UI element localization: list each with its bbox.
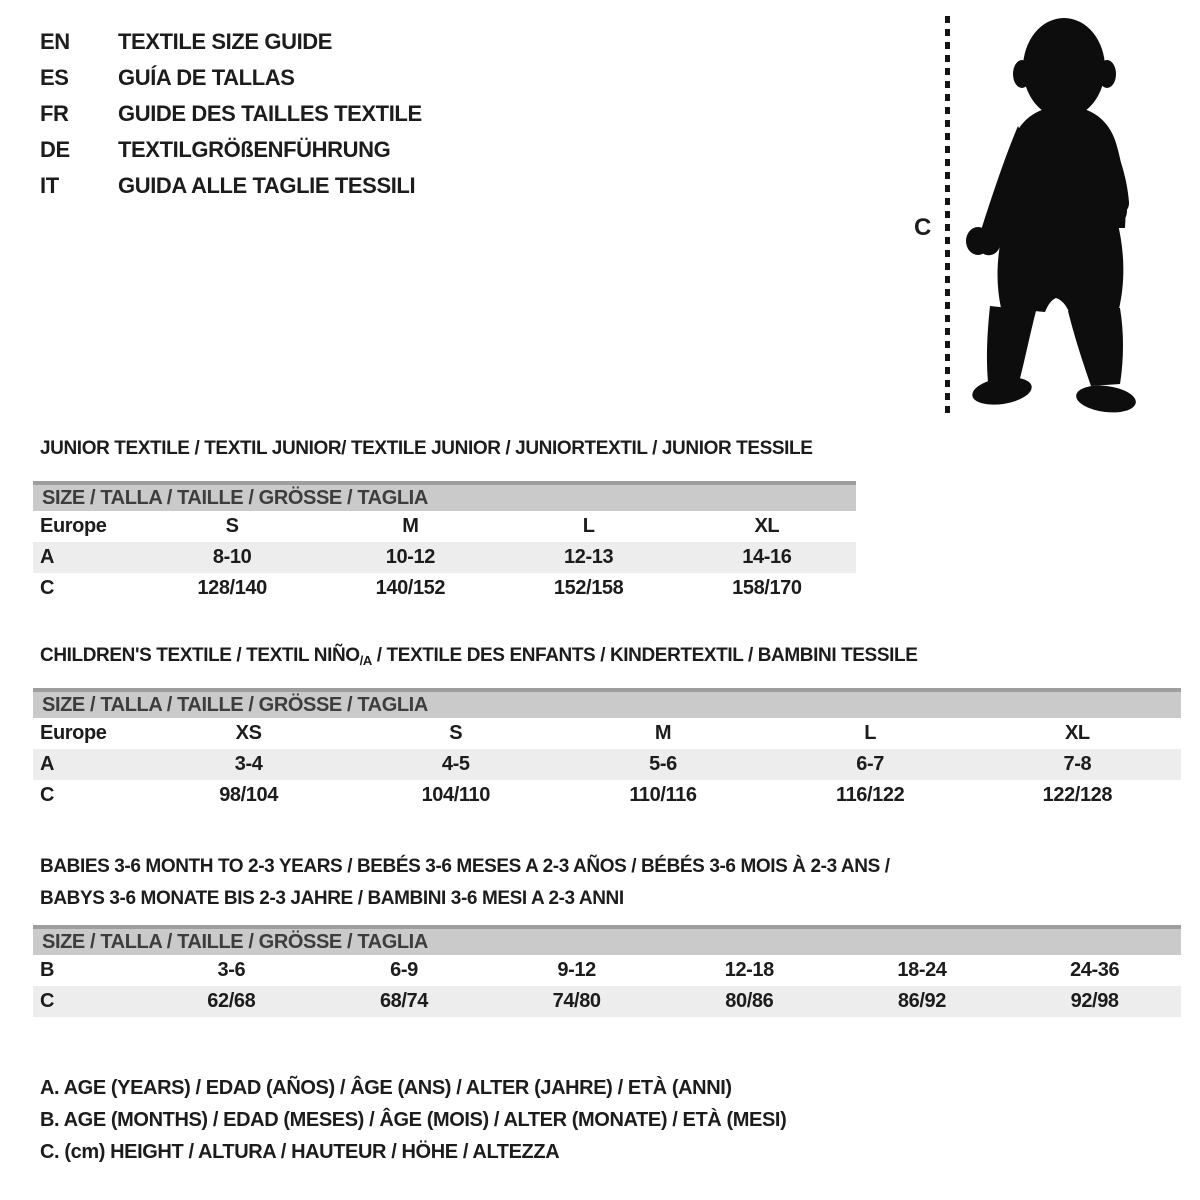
- column-header-size: S: [449, 722, 463, 744]
- row-label: A: [40, 753, 55, 775]
- babies-table: [33, 955, 1181, 1017]
- column-header-size: XL: [1064, 722, 1090, 744]
- row-label: C: [40, 990, 55, 1012]
- column-header-size: M: [654, 722, 672, 744]
- children-section-title: [40, 640, 917, 677]
- babies-title-line1: BABIES 3-6 MONTH TO 2-3 YEARS / BEBÉS 3-6 MESES A 2-3 AÑOS / BÉBÉS 3-6 MOIS À 2-3 ANS /: [40, 856, 890, 877]
- table-cell: 24-36: [1070, 959, 1120, 981]
- language-row-fr: [40, 96, 422, 132]
- junior-columns-row: [33, 511, 856, 542]
- table-cell: 92/98: [1070, 990, 1119, 1012]
- language-title-list: [40, 24, 422, 204]
- guide-title-fr: GUIDE DES TAILLES TEXTILE: [118, 101, 422, 126]
- children-table: [33, 718, 1181, 811]
- language-code: FR: [40, 101, 69, 126]
- language-code: ES: [40, 65, 69, 90]
- size-header-bar: [33, 688, 1181, 718]
- legend-line-age-years: A. AGE (YEARS) / EDAD (AÑOS) / ÂGE (ANS) / ALTER (JAHRE) / ETÀ (ANNI): [40, 1077, 732, 1099]
- table-cell: 68/74: [379, 990, 429, 1012]
- size-header-bar: [33, 481, 856, 511]
- children-title-subscript: /A: [359, 653, 372, 668]
- silhouette-ear-right: [1098, 60, 1116, 88]
- column-header-size: L: [864, 722, 877, 744]
- table-cell: 122/128: [1042, 784, 1113, 806]
- children-size-table: [33, 688, 1181, 811]
- guide-title-it: GUIDA ALLE TAGLIE TESSILI: [118, 173, 416, 198]
- row-label: B: [40, 959, 55, 981]
- row-label: C: [40, 577, 55, 599]
- table-cell: 80/86: [725, 990, 774, 1012]
- table-cell: 6-9: [390, 959, 418, 981]
- table-cell: 12-18: [724, 959, 774, 981]
- table-cell: 62/68: [207, 990, 256, 1012]
- language-code: EN: [40, 29, 70, 54]
- table-cell: 3-4: [234, 753, 263, 775]
- table-cell: 6-7: [856, 753, 885, 775]
- table-cell: 74/80: [552, 990, 601, 1012]
- height-measure-dotted-line: [945, 16, 950, 416]
- junior-section-title: JUNIOR TEXTILE / TEXTIL JUNIOR/ TEXTILE JUNIOR / JUNIORTEXTIL / JUNIOR TESSILE: [40, 438, 813, 459]
- silhouette-leg-right: [1068, 308, 1123, 386]
- children-title-main: CHILDREN'S TEXTILE / TEXTIL NIÑO: [40, 645, 360, 666]
- table-cell: 3-6: [217, 959, 246, 981]
- column-header-region: Europe: [40, 722, 107, 744]
- babies-section-title: [40, 851, 890, 915]
- table-cell: 86/92: [897, 990, 946, 1012]
- height-measure-label: C: [914, 214, 931, 241]
- table-cell: 110/116: [629, 784, 697, 806]
- table-cell: 4-5: [441, 753, 470, 775]
- children-height-row: [33, 780, 1181, 811]
- babies-months-row: [33, 955, 1181, 986]
- table-cell: 7-8: [1063, 753, 1092, 775]
- language-row-de: [40, 132, 422, 168]
- language-row-it: [40, 168, 422, 204]
- column-header-size: L: [582, 515, 595, 537]
- column-header-size: XL: [754, 515, 780, 537]
- column-header-size: XS: [235, 722, 262, 744]
- column-header-size: M: [402, 515, 419, 537]
- table-cell: 10-12: [385, 546, 435, 568]
- table-cell: 128/140: [197, 577, 267, 599]
- silhouette-hand-left: [966, 227, 990, 255]
- silhouette-foot-right: [1075, 382, 1138, 415]
- table-cell: 18-24: [897, 959, 947, 981]
- junior-height-row: [33, 573, 856, 604]
- language-code: DE: [40, 137, 70, 162]
- size-header-label: SIZE / TALLA / TAILLE / GRÖSSE / TAGLIA: [42, 694, 428, 716]
- children-title-rest: / TEXTILE DES ENFANTS / KINDERTEXTIL / BAMBINI TESSILE: [371, 645, 918, 666]
- table-cell: 14-16: [742, 546, 792, 568]
- table-cell: 98/104: [219, 784, 278, 806]
- table-cell: 158/170: [732, 577, 802, 599]
- children-columns-row: [33, 718, 1181, 749]
- measurement-legend: [40, 1072, 786, 1168]
- junior-size-table: [33, 481, 856, 604]
- babies-title-line2: BABYS 3-6 MONATE BIS 2-3 JAHRE / BAMBINI 3-6 MESI A 2-3 ANNI: [40, 888, 624, 909]
- table-cell: 8-10: [212, 546, 252, 568]
- legend-line-age-months: B. AGE (MONTHS) / EDAD (MESES) / ÂGE (MOIS) / ALTER (MONATE) / ETÀ (MESI): [40, 1109, 787, 1131]
- silhouette-shorts: [998, 220, 1124, 312]
- babies-size-table: [33, 925, 1181, 1017]
- guide-title-es: GUÍA DE TALLAS: [118, 65, 295, 90]
- column-header-region: Europe: [40, 515, 107, 537]
- table-cell: 5-6: [649, 753, 677, 775]
- size-header-bar: [33, 925, 1181, 955]
- silhouette-head: [1023, 18, 1105, 118]
- children-age-row: [33, 749, 1181, 780]
- babies-height-row: [33, 986, 1181, 1017]
- table-cell: 104/110: [421, 784, 490, 806]
- silhouette-ear-left: [1013, 60, 1031, 88]
- row-label: C: [40, 784, 55, 806]
- column-header-size: S: [225, 515, 239, 537]
- language-code: IT: [40, 173, 59, 198]
- junior-table: [33, 511, 856, 604]
- language-row-es: [40, 60, 422, 96]
- language-row-en: [40, 24, 422, 60]
- size-header-label: SIZE / TALLA / TAILLE / GRÖSSE / TAGLIA: [42, 487, 428, 509]
- row-label: A: [40, 546, 55, 568]
- table-cell: 9-12: [557, 959, 596, 981]
- silhouette-foot-left: [970, 373, 1033, 408]
- table-cell: 116/122: [835, 784, 905, 806]
- table-cell: 12-13: [564, 546, 614, 568]
- table-cell: 152/158: [553, 577, 624, 599]
- junior-age-row: [33, 542, 856, 573]
- legend-line-height-cm: C. (cm) HEIGHT / ALTURA / HAUTEUR / HÖHE / ALTEZZA: [40, 1141, 560, 1163]
- toddler-silhouette-icon: [960, 14, 1150, 419]
- guide-title-en: TEXTILE SIZE GUIDE: [118, 29, 333, 54]
- table-cell: 140/152: [375, 577, 446, 599]
- guide-title-de: TEXTILGRÖßENFÜHRUNG: [118, 137, 391, 162]
- size-header-label: SIZE / TALLA / TAILLE / GRÖSSE / TAGLIA: [42, 931, 428, 953]
- silhouette-leg-left: [987, 306, 1036, 386]
